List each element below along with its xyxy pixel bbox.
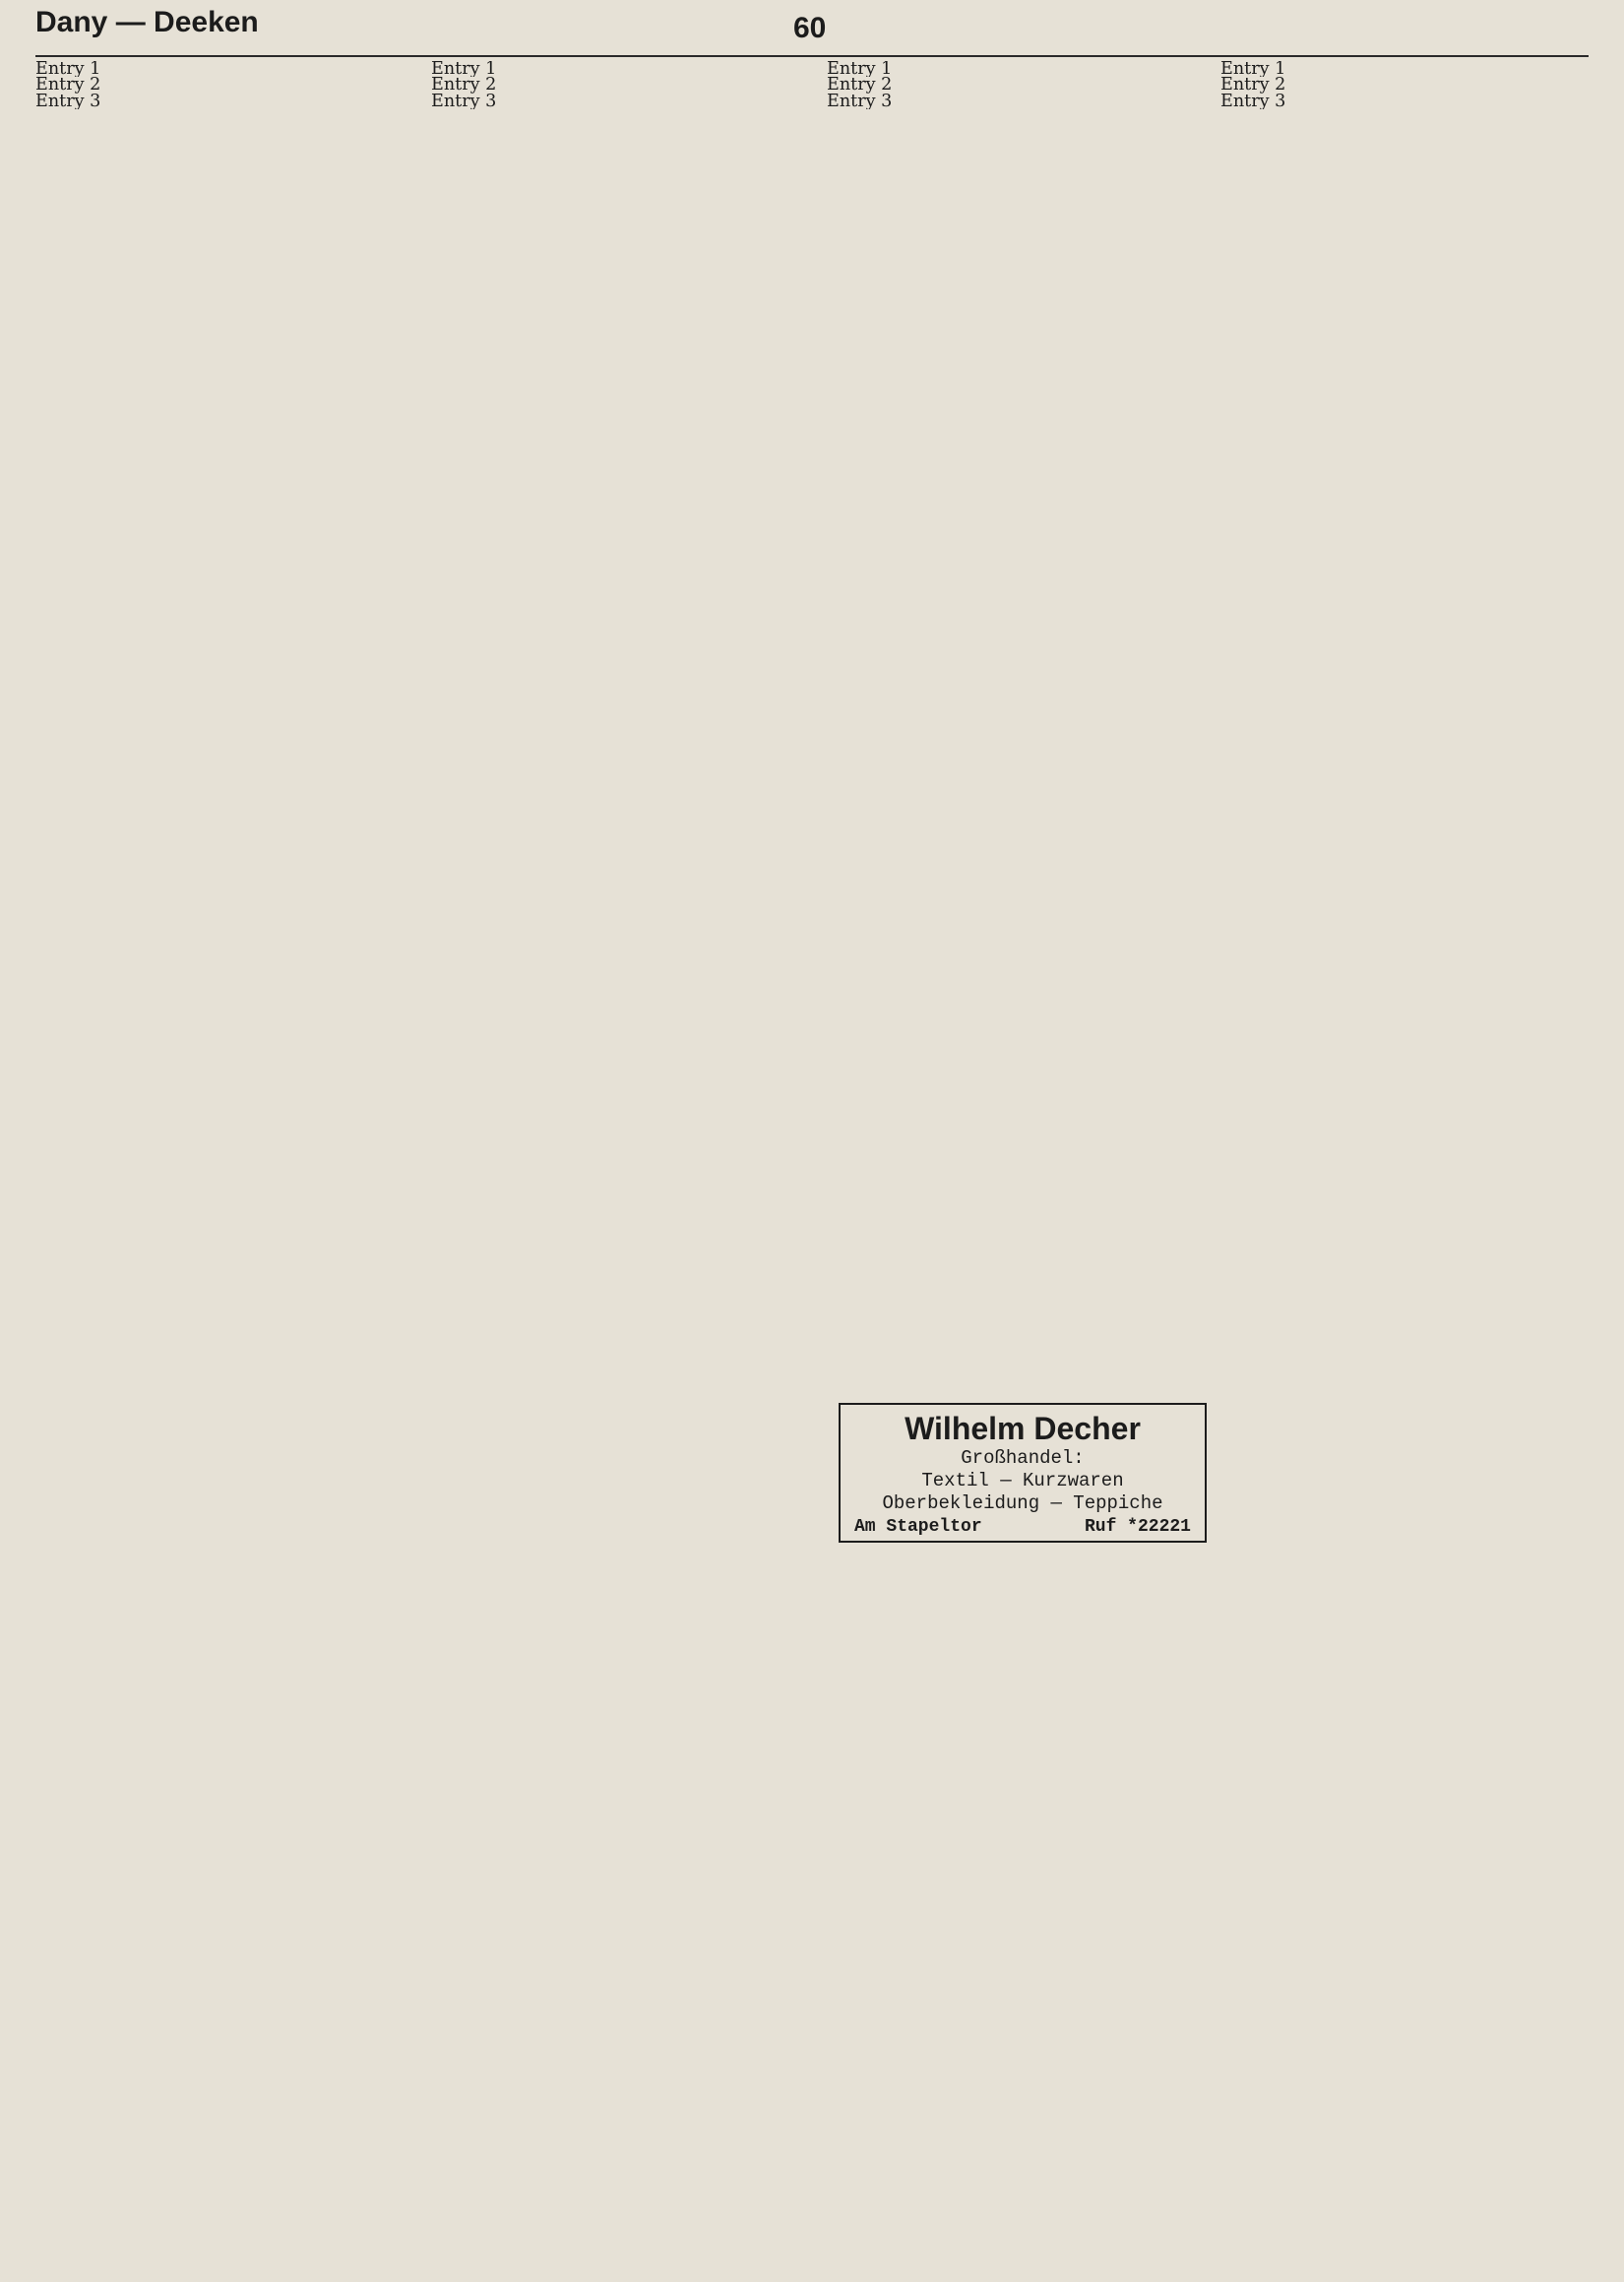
directory-entry: Entry 2 (35, 77, 101, 94)
directory-column-2 (431, 61, 815, 109)
directory-entry: Entry 2 (431, 77, 497, 94)
running-head: Dany — Deeken (35, 6, 259, 38)
directory-entry: Entry 1 (1220, 61, 1286, 78)
directory-entry: Entry 2 (1220, 77, 1286, 94)
directory-entry: Entry 2 (827, 77, 893, 94)
directory-column-3 (827, 61, 1211, 109)
ad-address: Am Stapeltor (854, 1517, 982, 1537)
directory-entry: Entry 1 (35, 61, 101, 78)
ad-phone: Ruf *22221 (1084, 1517, 1191, 1537)
directory-entry: Entry 3 (431, 93, 497, 110)
directory-entry: Entry 1 (431, 61, 497, 78)
directory-entry: Entry 3 (1220, 93, 1286, 110)
page-header (35, 4, 1589, 57)
ad-line-3: Oberbekleidung — Teppiche (882, 1492, 1163, 1514)
ad-line-1: Großhandel: (961, 1447, 1085, 1469)
directory-column-1 (35, 61, 419, 109)
ad-line-2: Textil — Kurzwaren (921, 1470, 1124, 1491)
page-number: 60 (793, 12, 827, 44)
directory-column-4 (1220, 61, 1604, 109)
directory-entry: Entry 3 (35, 93, 101, 110)
ad-company-name: Wilhelm Decher (905, 1411, 1141, 1446)
advertisement-box (839, 1403, 1207, 1543)
directory-entry: Entry 3 (827, 93, 893, 110)
directory-entry: Entry 1 (827, 61, 893, 78)
ad-footer (841, 1515, 1205, 1539)
